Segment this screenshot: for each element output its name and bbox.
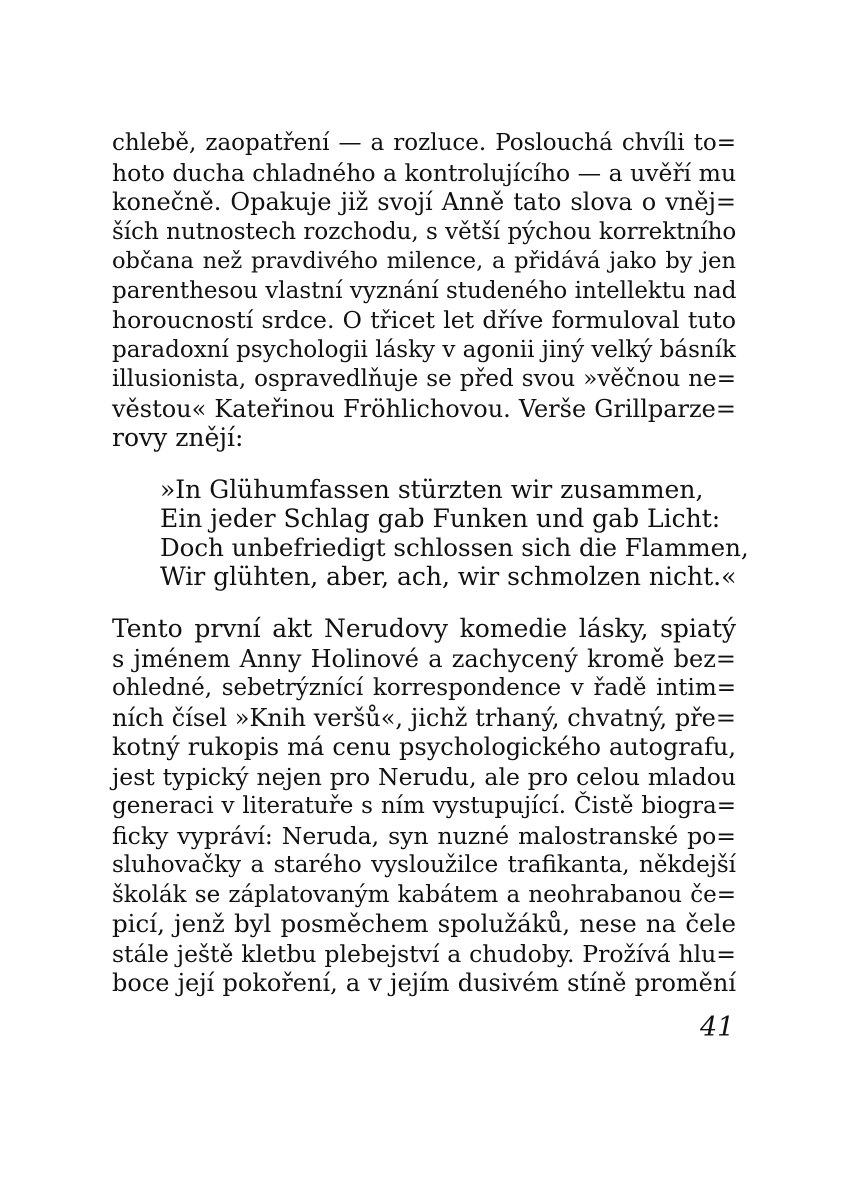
text-line: občana než pravdivého milence, a přidává jako by jen — [112, 248, 736, 274]
text-line: věstou« Kateřinou Fröhlichovou. Verše Grillparze= — [112, 395, 736, 423]
verse-line: Doch unbefriedigt schlossen sich die Flammen, — [160, 533, 749, 562]
text-line: chlebě, zaopatření — a rozluce. Poslouchá chvíli to= — [112, 130, 736, 156]
text-line: s jménem Anny Holinové a zachycený kromě bez= — [112, 645, 736, 673]
verse-line: Ein jeder Schlag gab Funken und gab Licht: — [160, 504, 721, 533]
text-line: generaci v literatuře s ním vystupující. Čistě biogra= — [112, 793, 736, 819]
text-line: boce její pokoření, a v jejím dusivém stíně promění — [112, 969, 736, 997]
text-line: jest typický nejen pro Nerudu, ale pro celou mladou — [112, 763, 736, 791]
text-line: ších nutnostech rozchodu, s větší pýchou korrektního — [112, 219, 737, 245]
text-line: stále ještě kletbu plebejství a chudoby. Prožívá hlu= — [112, 940, 736, 968]
text-line: picí, jenž byl posměchem spolužáků, nese na čele — [112, 909, 736, 938]
text-line: ních čísel »Knih veršů«, jichž trhaný, chvatný, pře= — [112, 704, 736, 732]
text-line: parenthesou vlastní vyznání studeného intellektu nad — [112, 278, 737, 304]
text-line: rovy znějí: — [112, 423, 244, 452]
text-line: Tento první akt Nerudovy komedie lásky, spiatý — [112, 614, 736, 643]
text-line: paradoxní psychologii lásky v agonii jiný velký básník — [112, 337, 736, 363]
verse-line: Wir glühten, aber, ach, wir schmolzen nicht.« — [160, 562, 737, 591]
text-line: illusionista, ospravedlňuje se před svou »věčnou ne= — [112, 366, 736, 392]
text-line: sluhovačky a starého vysloužilce trafikanta, někdejší — [112, 852, 736, 878]
text-line: horoucností srdce. O třicet let dříve formuloval tuto — [112, 306, 736, 334]
text-line: ficky vypráví: Neruda, syn nuzné malostranské po= — [112, 822, 736, 850]
text-line: školák se záplatovaným kabátem a neohrabanou če= — [112, 882, 736, 908]
page-number: 41 — [700, 1012, 735, 1043]
text-line: hoto ducha chladného a kontrolujícího — a uvěří mu — [112, 159, 737, 187]
text-line: ohledné, sebetrýznící korrespondence v řadě intim= — [112, 675, 736, 701]
verse-line: »In Glühumfassen stürzten wir zusammen, — [160, 475, 704, 504]
text-line: kotný rukopis má cenu psychologického autografu, — [112, 733, 736, 761]
text-line: konečně. Opakuje již svojí Anně tato slova o vněj= — [112, 188, 736, 216]
